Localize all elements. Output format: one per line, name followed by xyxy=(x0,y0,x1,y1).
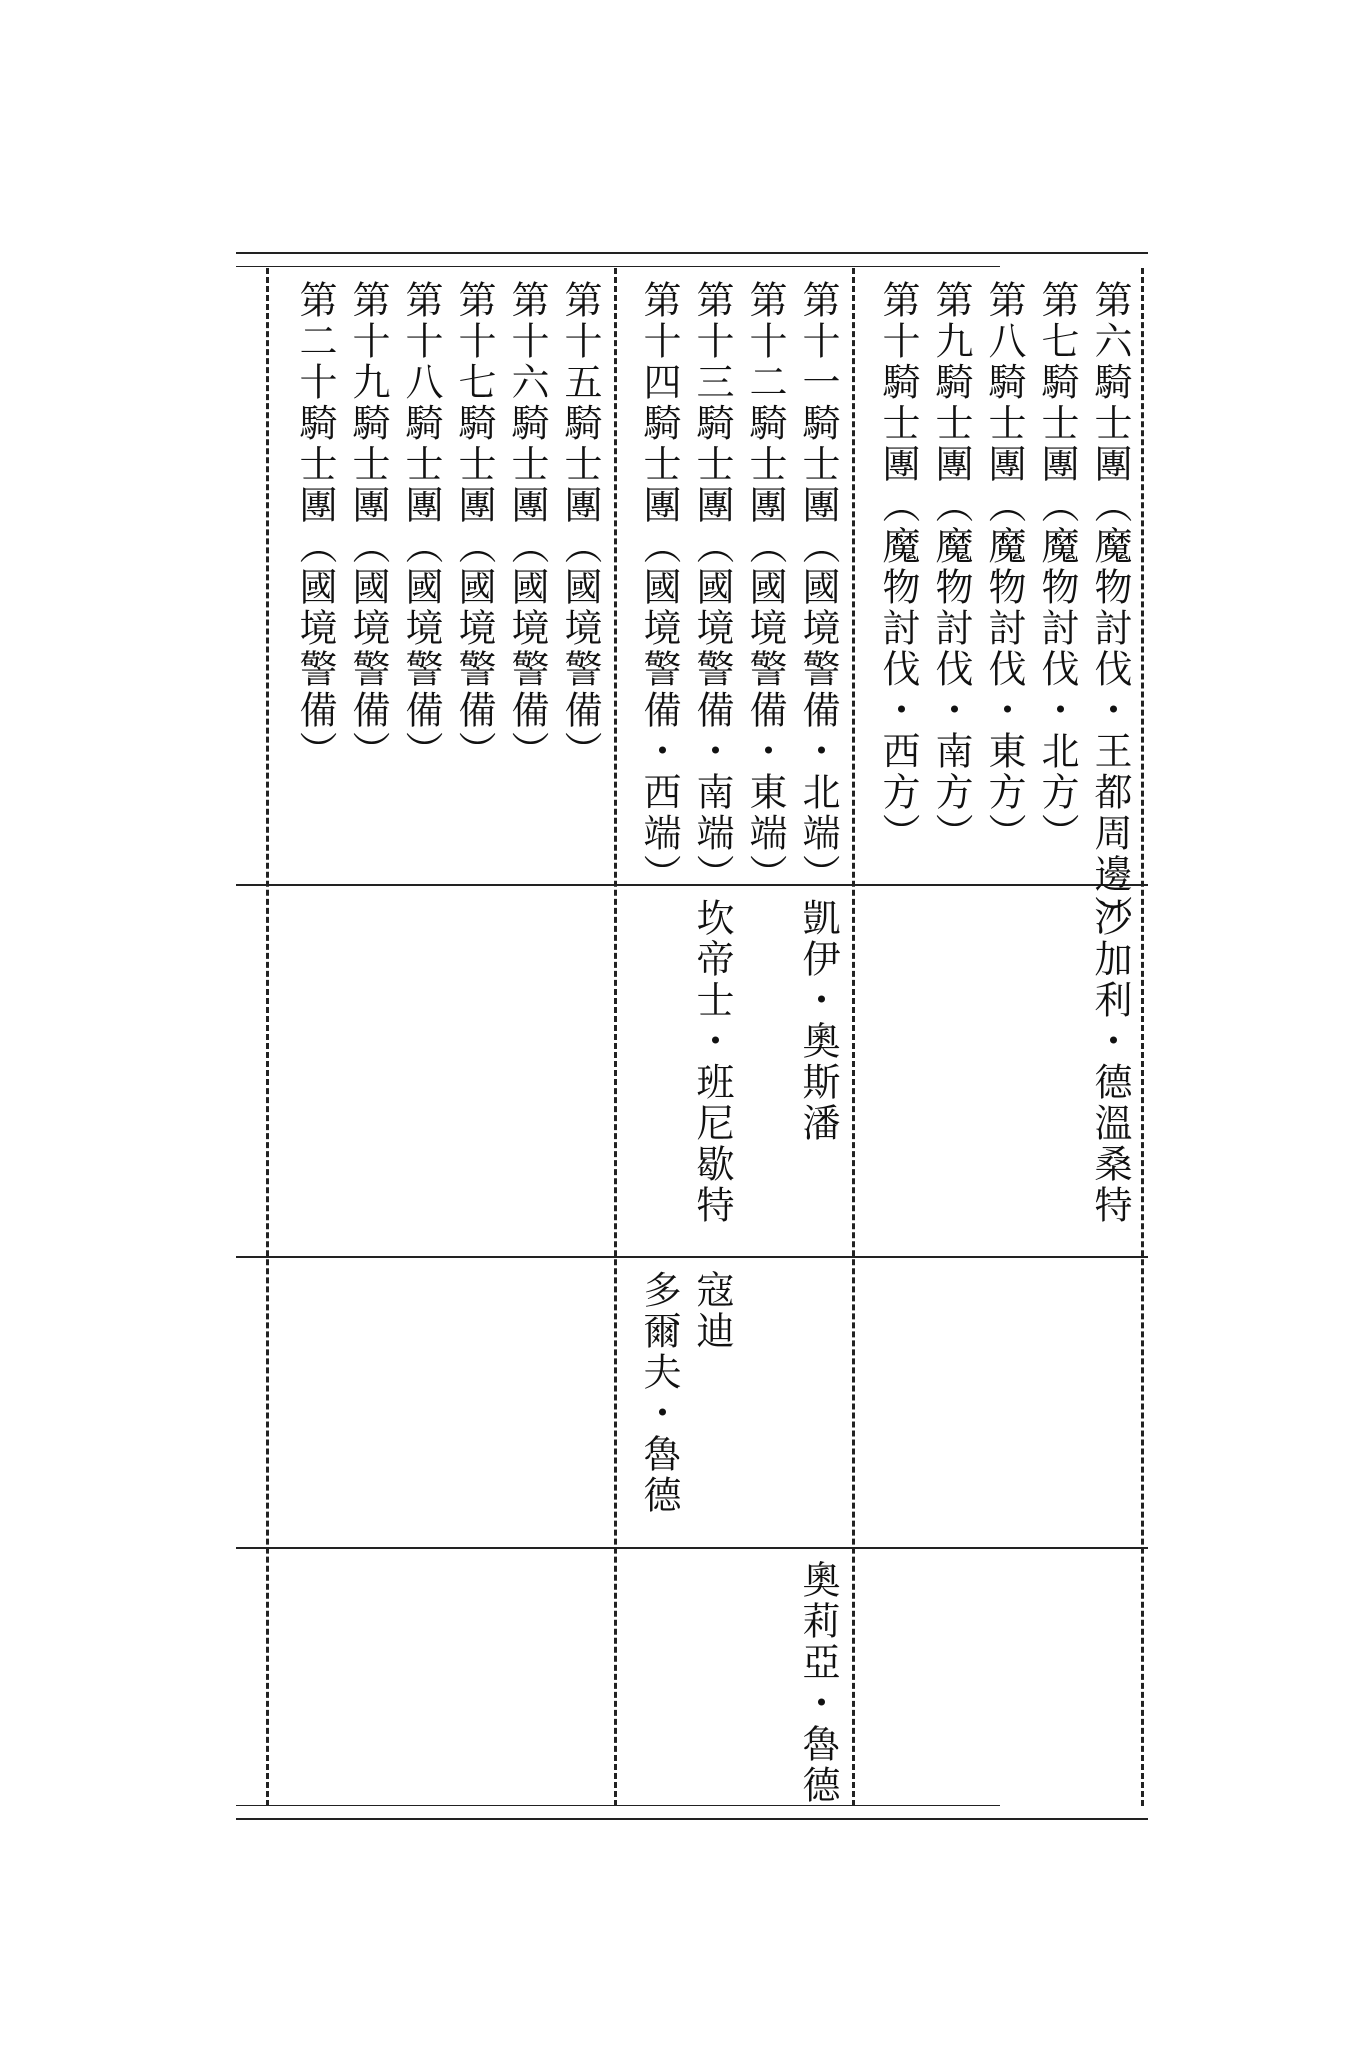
knight-order-20: 第二十騎士團（國境警備） xyxy=(293,280,337,772)
leader-name-order-6: 沙加利・德溫桑特 xyxy=(1088,898,1132,1226)
column-divider-left xyxy=(266,268,269,1806)
leader-name-order-13: 坎帝士・班尼歇特 xyxy=(690,898,734,1226)
table-top-rule xyxy=(236,252,1148,254)
knight-order-15: 第十五騎士團（國境警備） xyxy=(558,280,602,772)
knight-order-16: 第十六騎士團（國境警備） xyxy=(505,280,549,772)
knight-order-18: 第十八騎士團（國境警備） xyxy=(399,280,443,772)
leader-name-order-11: 凱伊・奧斯潘 xyxy=(796,898,840,1144)
knight-order-8: 第八騎士團（魔物討伐・東方） xyxy=(982,280,1026,854)
knight-order-19: 第十九騎士團（國境警備） xyxy=(346,280,390,772)
second-name-order-13: 寇迪 xyxy=(690,1270,734,1352)
row-divider-2 xyxy=(236,1256,1148,1258)
knight-order-13: 第十三騎士團（國境警備・南端） xyxy=(690,280,734,895)
column-divider-b xyxy=(614,268,617,1806)
knight-order-11: 第十一騎士團（國境警備・北端） xyxy=(796,280,840,895)
second-name-order-14: 多爾夫・魯德 xyxy=(637,1270,681,1516)
column-divider-right xyxy=(1141,268,1144,1806)
knight-order-14: 第十四騎士團（國境警備・西端） xyxy=(637,280,681,895)
table-bottom-inner-rule xyxy=(236,1805,1000,1806)
table-top-inner-rule xyxy=(236,266,1000,267)
knight-order-12: 第十二騎士團（國境警備・東端） xyxy=(743,280,787,895)
column-divider-a xyxy=(852,268,855,1806)
knight-order-10: 第十騎士團（魔物討伐・西方） xyxy=(876,280,920,854)
knight-order-7: 第七騎士團（魔物討伐・北方） xyxy=(1035,280,1079,854)
knight-order-9: 第九騎士團（魔物討伐・南方） xyxy=(929,280,973,854)
table-bottom-rule xyxy=(236,1818,1148,1820)
row-divider-3 xyxy=(236,1547,1148,1549)
knight-order-6: 第六騎士團（魔物討伐・王都周邊） xyxy=(1088,280,1132,936)
third-name-order-11: 奧莉亞・魯德 xyxy=(796,1560,840,1806)
knight-order-17: 第十七騎士團（國境警備） xyxy=(452,280,496,772)
